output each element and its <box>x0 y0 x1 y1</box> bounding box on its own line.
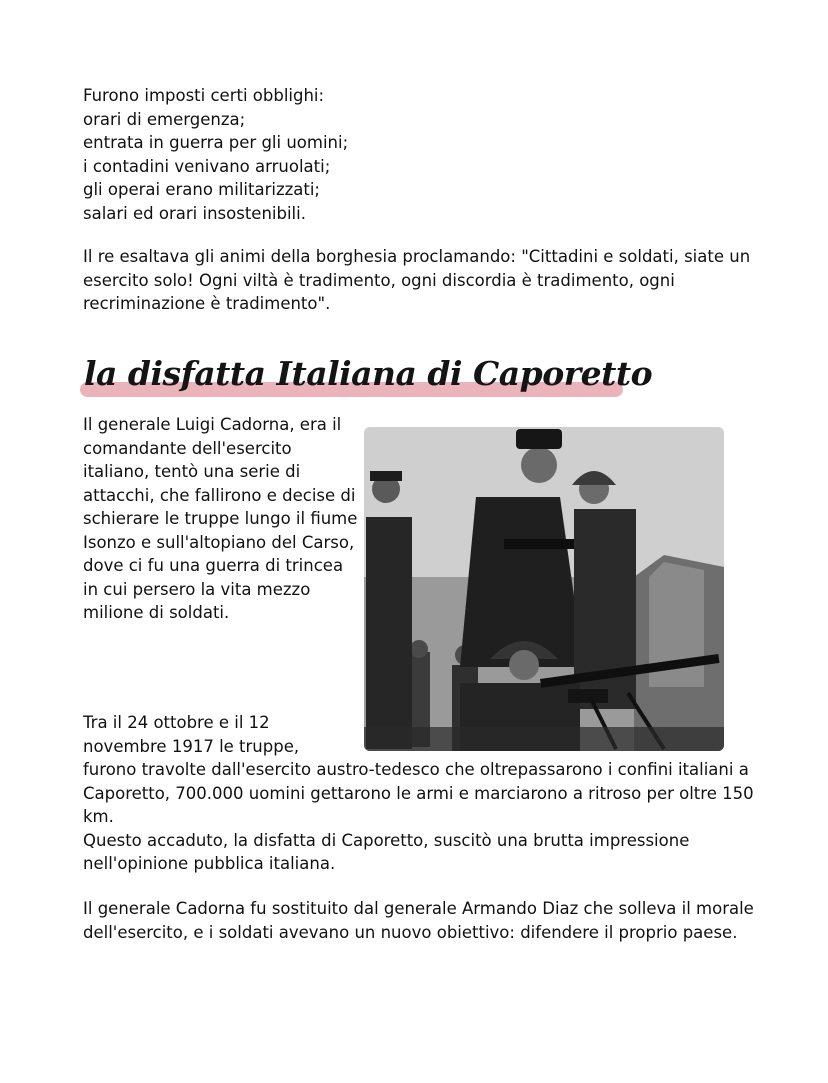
king-quote-paragraph: Il re esaltava gli animi della borghesia proclamando: "Cittadini e soldati, siate un esercito solo! Ogni viltà è tradimento, ogni discordia è tradimento, ogni recriminazione è tradimento". <box>83 247 751 313</box>
soldiers-photo <box>364 427 724 751</box>
soldiers-photo-illustration <box>364 427 724 751</box>
dates-paragraph: Tra il 24 ottobre e il 12 novembre 1917 le truppe, <box>83 713 300 756</box>
intro-obligations-list: Furono imposti certi obblighi: orari di emergenza; entrata in guerra per gli uomini; i contadini venivano arruolati; gli operai erano militarizzati; salari ed orari insostenibili. <box>83 86 349 223</box>
section-heading-block <box>80 352 653 406</box>
diaz-paragraph: Il generale Cadorna fu sostituito dal generale Armando Diaz che solleva il morale dell'esercito, e i soldati avevano un nuovo obiettivo: difendere il proprio paese. <box>83 899 754 942</box>
caporetto-paragraph: furono travolte dall'esercito austro-tedesco che oltrepassarono i confini italiani a Caporetto, 700.000 uomini gettarono le armi e marciarono a ritroso per oltre 150 km. Questo accaduto, la disfatta di Caporetto, suscitò una brutta impressione nell'opinione pubblica italiana. <box>83 760 754 873</box>
cadorna-paragraph: Il generale Luigi Cadorna, era il comandante dell'esercito italiano, tentò una serie di attacchi, che fallirono e decise di schierare le truppe lungo il fiume Isonzo e sull'altopiano del Carso, dove ci fu una guerra di trincea in cui persero la vita mezzo milione di soldati. <box>83 415 358 622</box>
section-heading: la disfatta Italiana di Caporetto <box>84 354 653 393</box>
